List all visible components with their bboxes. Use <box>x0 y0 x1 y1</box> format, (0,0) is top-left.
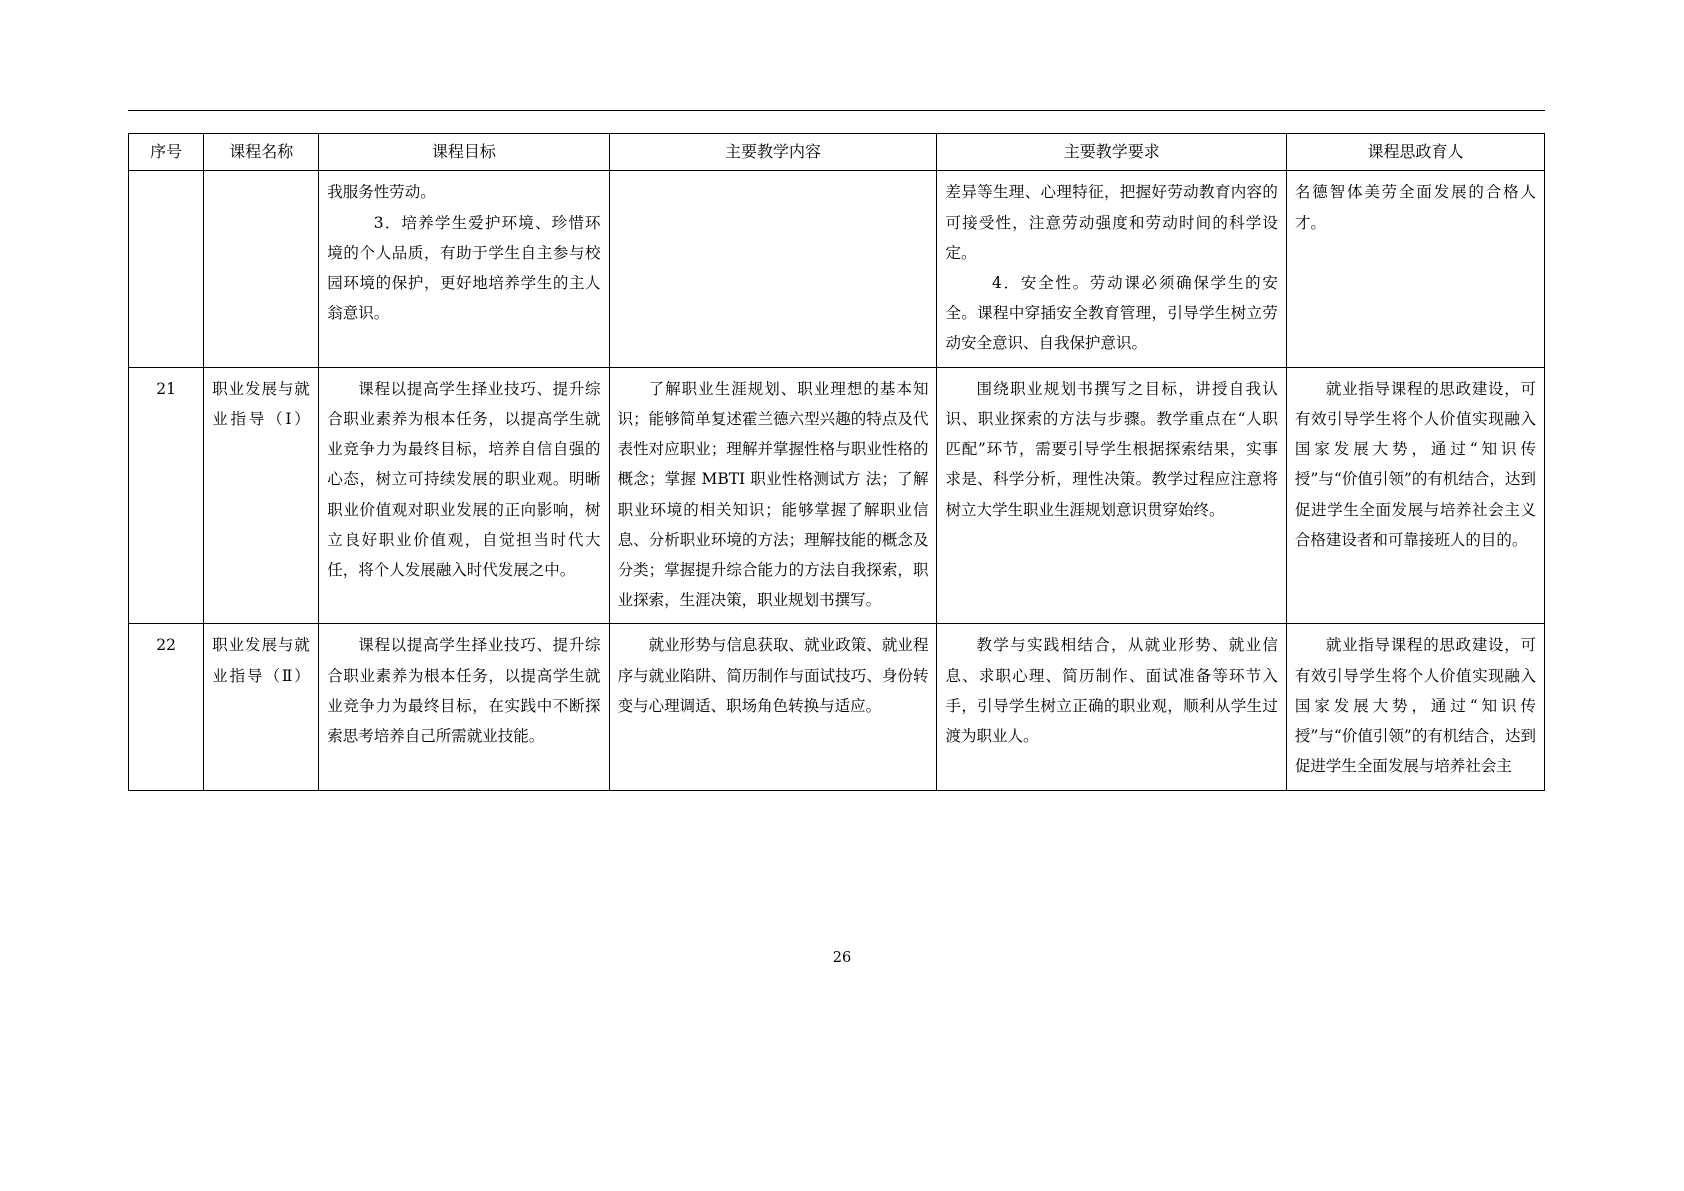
table-row <box>129 171 1545 367</box>
requirement-paragraph: 4．安全性。劳动课必须确保学生的安全。课程中穿插安全教育管理，引导学生树立劳动安全意识、自我保护意识。 <box>945 274 1278 353</box>
requirement-paragraph: 差异等生理、心理特征，把握好劳动教育内容的可接受性，注意劳动强度和劳动时间的科学设定。 <box>945 183 1278 262</box>
ideology-paragraph: 名德智体美劳全面发展的合格人才。 <box>1294 183 1536 232</box>
table-header <box>129 134 1545 171</box>
cell-course-goal <box>319 367 609 624</box>
cell-course-goal <box>319 171 609 367</box>
cell-no: 22 <box>129 624 204 790</box>
column-header-ideology: 课程思政育人 <box>1286 134 1544 171</box>
cell-course-name: 职业发展与就业指导（Ⅰ） <box>204 367 319 624</box>
ideology-paragraph: 就业指导课程的思政建设，可有效引导学生将个人价值实现融入国家发展大势，通过“知识传授”与“价值引领”的有机结合，达到促进学生全面发展与培养社会主 <box>1294 636 1536 776</box>
column-header-teaching-content: 主要教学内容 <box>609 134 937 171</box>
table-row <box>129 624 1545 790</box>
cell-teaching-requirement <box>937 171 1286 367</box>
content-paragraph: 就业形势与信息获取、就业政策、就业程序与就业陷阱、简历制作与面试技巧、身份转变与心理调适、职场角色转换与适应。 <box>617 636 929 715</box>
header-rule <box>128 110 1545 111</box>
cell-ideology <box>1286 171 1544 367</box>
cell-course-name: 职业发展与就业指导（Ⅱ） <box>204 624 319 790</box>
table-body <box>129 171 1545 790</box>
goal-paragraph: 课程以提高学生择业技巧、提升综合职业素养为根本任务，以提高学生就业竞争力为最终目标，培养自信自强的心态，树立可持续发展的职业观。明晰职业价值观对职业发展的正向影响，树立良好职业价值观，自觉担当时代大任，将个人发展融入时代发展之中。 <box>327 379 601 580</box>
goal-paragraph: 课程以提高学生择业技巧、提升综合职业素养为根本任务，以提高学生就业竞争力为最终目标，在实践中不断探索思考培养自己所需就业技能。 <box>327 636 601 746</box>
goal-paragraph: 我服务性劳动。 <box>327 183 436 202</box>
cell-teaching-content <box>609 367 937 624</box>
requirement-paragraph: 围绕职业规划书撰写之目标，讲授自我认识、职业探索的方法与步骤。教学重点在“人职匹配”环节，需要引导学生根据探索结果，实事求是、科学分析，理性决策。教学过程应注意将树立大学生职业生涯规划意识贯穿始终。 <box>945 379 1278 519</box>
course-table <box>128 133 1545 791</box>
requirement-paragraph: 教学与实践相结合，从就业形势、就业信息、求职心理、简历制作、面试准备等环节入手，引导学生树立正确的职业观，顺利从学生过渡为职业人。 <box>945 636 1278 746</box>
table-row <box>129 367 1545 624</box>
cell-teaching-content <box>609 171 937 367</box>
table-header-row <box>129 134 1545 171</box>
cell-teaching-requirement <box>937 367 1286 624</box>
page-number: 26 <box>832 950 852 966</box>
column-header-teaching-requirement: 主要教学要求 <box>937 134 1286 171</box>
cell-teaching-requirement <box>937 624 1286 790</box>
content-paragraph: 了解职业生涯规划、职业理想的基本知识；能够简单复述霍兰德六型兴趣的特点及代表性对应职业；理解并掌握性格与职业性格的概念；掌握 MBTI 职业性格测试方 法；了解职业环境的相关知识；能够掌握了解职业信息、分析职业环境的方法；理解技能的概念及分类；掌握提升综合能力的方法自我探索，职业探索，生涯决策，职业规划书撰写。 <box>617 379 929 610</box>
cell-no <box>129 171 204 367</box>
cell-teaching-content <box>609 624 937 790</box>
ideology-paragraph: 就业指导课程的思政建设，可有效引导学生将个人价值实现融入国家发展大势，通过“知识传授”与“价值引领”的有机结合，达到促进学生全面发展与培养社会主义合格建设者和可靠接班人的目的。 <box>1294 379 1536 549</box>
cell-course-goal <box>319 624 609 790</box>
column-header-course-goal: 课程目标 <box>319 134 609 171</box>
cell-course-name <box>204 171 319 367</box>
cell-ideology <box>1286 367 1544 624</box>
cell-ideology <box>1286 624 1544 790</box>
cell-no: 21 <box>129 367 204 624</box>
column-header-no: 序号 <box>129 134 204 171</box>
column-header-course-name: 课程名称 <box>204 134 319 171</box>
goal-paragraph: 3．培养学生爱护环境、珍惜环境的个人品质，有助于学生自主参与校园环境的保护，更好地培养学生的主人翁意识。 <box>327 213 601 323</box>
